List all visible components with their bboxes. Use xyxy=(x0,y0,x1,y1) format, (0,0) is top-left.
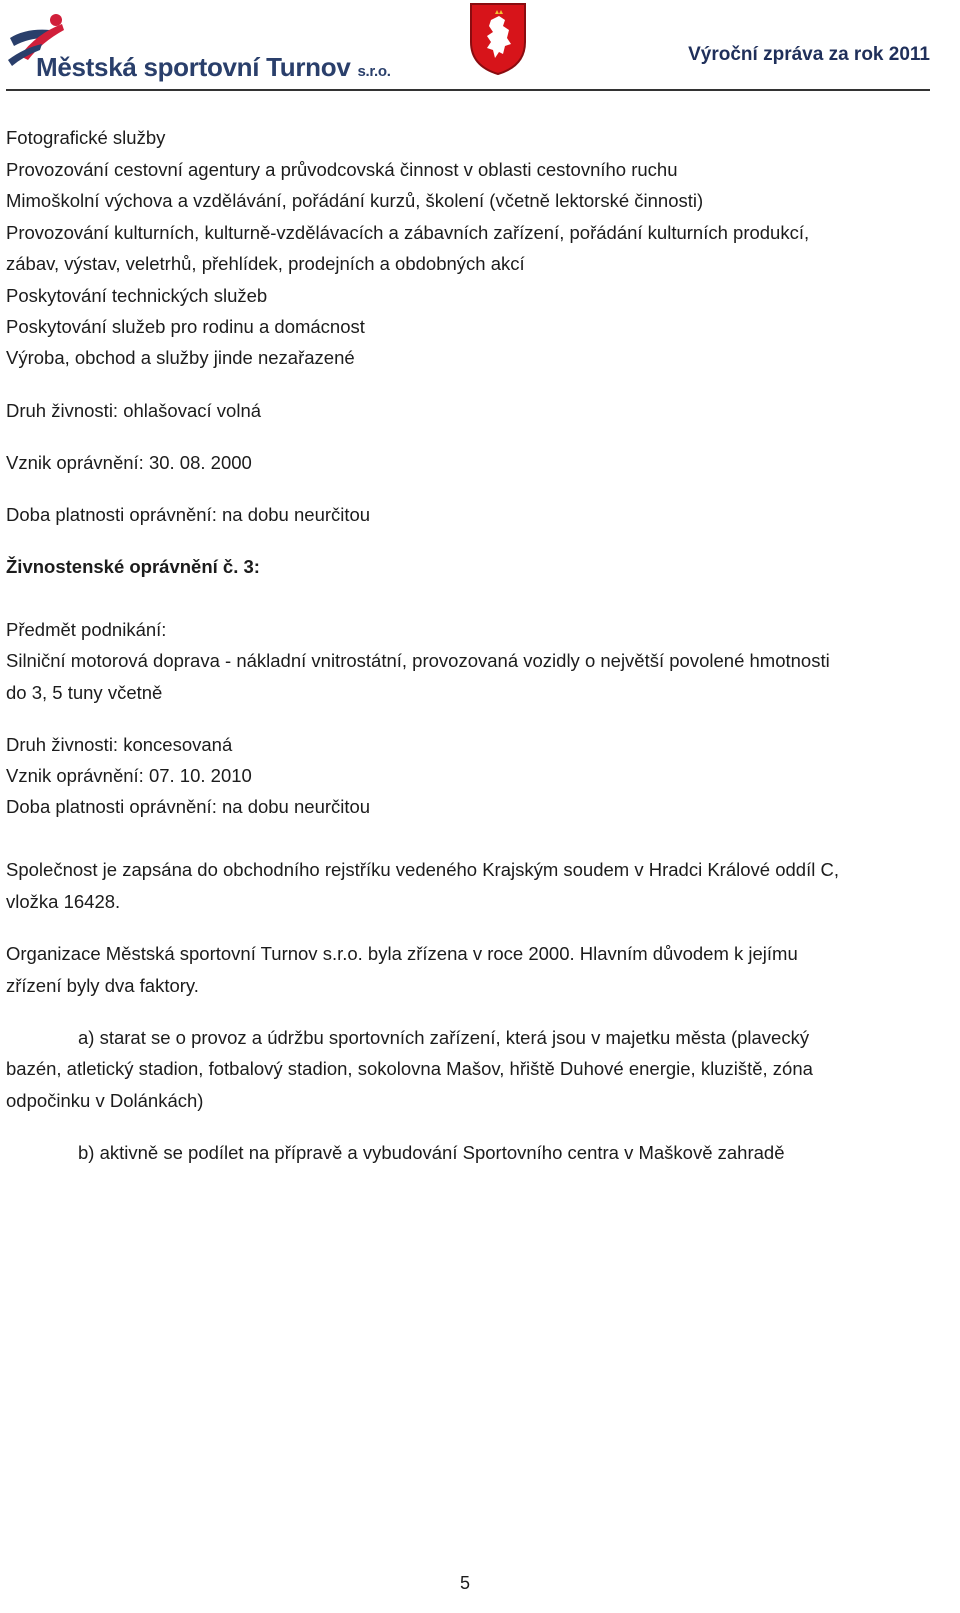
activity-item: Provozování kulturních, kulturně-vzdělávacích a zábavních zařízení, pořádání kulturních produkcí, xyxy=(6,222,810,243)
license-type: Druh živnosti: koncesovaná xyxy=(6,734,233,755)
logo-suffix: s.r.o. xyxy=(357,63,391,80)
activity-item: Fotografické služby xyxy=(6,127,166,148)
license-type: Druh živnosti: ohlašovací volná xyxy=(6,400,262,421)
page-header xyxy=(0,0,960,95)
activity-item: Výroba, obchod a služby jinde nezařazené xyxy=(6,347,355,368)
license-created: Vznik oprávnění: 30. 08. 2000 xyxy=(6,452,252,473)
subject-text: Silniční motorová doprava - nákladní vnitrostátní, provozovaná vozidly o největší povolené hmotnosti xyxy=(6,650,830,671)
factor-b-text: b) aktivně se podílet na přípravě a vybudování Sportovního centra v Maškově zahradě xyxy=(78,1142,785,1163)
license-validity: Doba platnosti oprávnění: na dobu neurčitou xyxy=(6,796,371,817)
page-number: 5 xyxy=(460,1573,471,1593)
header-divider xyxy=(6,89,930,91)
activity-item: Mimoškolní výchova a vzdělávání, pořádání kurzů, školení (včetně lektorské činnosti) xyxy=(6,190,704,211)
czech-coat-of-arms-icon xyxy=(469,2,527,76)
activity-item: Poskytování technických služeb xyxy=(6,285,268,306)
logo-text xyxy=(36,52,391,83)
subject-text: do 3, 5 tuny včetně xyxy=(6,682,163,703)
logo-name: Městská sportovní Turnov xyxy=(36,52,351,82)
factor-a-text: a) starat se o provoz a údržbu sportovních zařízení, která jsou v majetku města (plavecký xyxy=(78,1027,810,1048)
license-validity: Doba platnosti oprávnění: na dobu neurčitou xyxy=(6,504,371,525)
company-logo xyxy=(6,8,396,83)
founding-text: zřízení byly dva faktory. xyxy=(6,975,199,996)
factor-a-text: bazén, atletický stadion, fotbalový stadion, sokolovna Mašov, hřiště Duhové energie, kluziště, zóna xyxy=(6,1058,813,1079)
founding-text: Organizace Městská sportovní Turnov s.r.o. byla zřízena v roce 2000. Hlavním důvodem k jejímu xyxy=(6,943,798,964)
activity-item: zábav, výstav, veletrhů, přehlídek, prodejních a obdobných akcí xyxy=(6,253,525,274)
report-title: Výroční zpráva za rok 2011 xyxy=(688,44,930,65)
factor-a-text: odpočinku v Dolánkách) xyxy=(6,1090,204,1111)
license-created: Vznik oprávnění: 07. 10. 2010 xyxy=(6,765,252,786)
license-heading: Živnostenské oprávnění č. 3: xyxy=(6,556,260,577)
registry-text: Společnost je zapsána do obchodního rejstříku vedeného Krajským soudem v Hradci Králové oddíl C, xyxy=(6,859,839,880)
registry-text: vložka 16428. xyxy=(6,891,121,912)
activity-item: Poskytování služeb pro rodinu a domácnost xyxy=(6,316,365,337)
subject-label: Předmět podnikání: xyxy=(6,619,167,640)
activity-item: Provozování cestovní agentury a průvodcovská činnost v oblasti cestovního ruchu xyxy=(6,159,678,180)
